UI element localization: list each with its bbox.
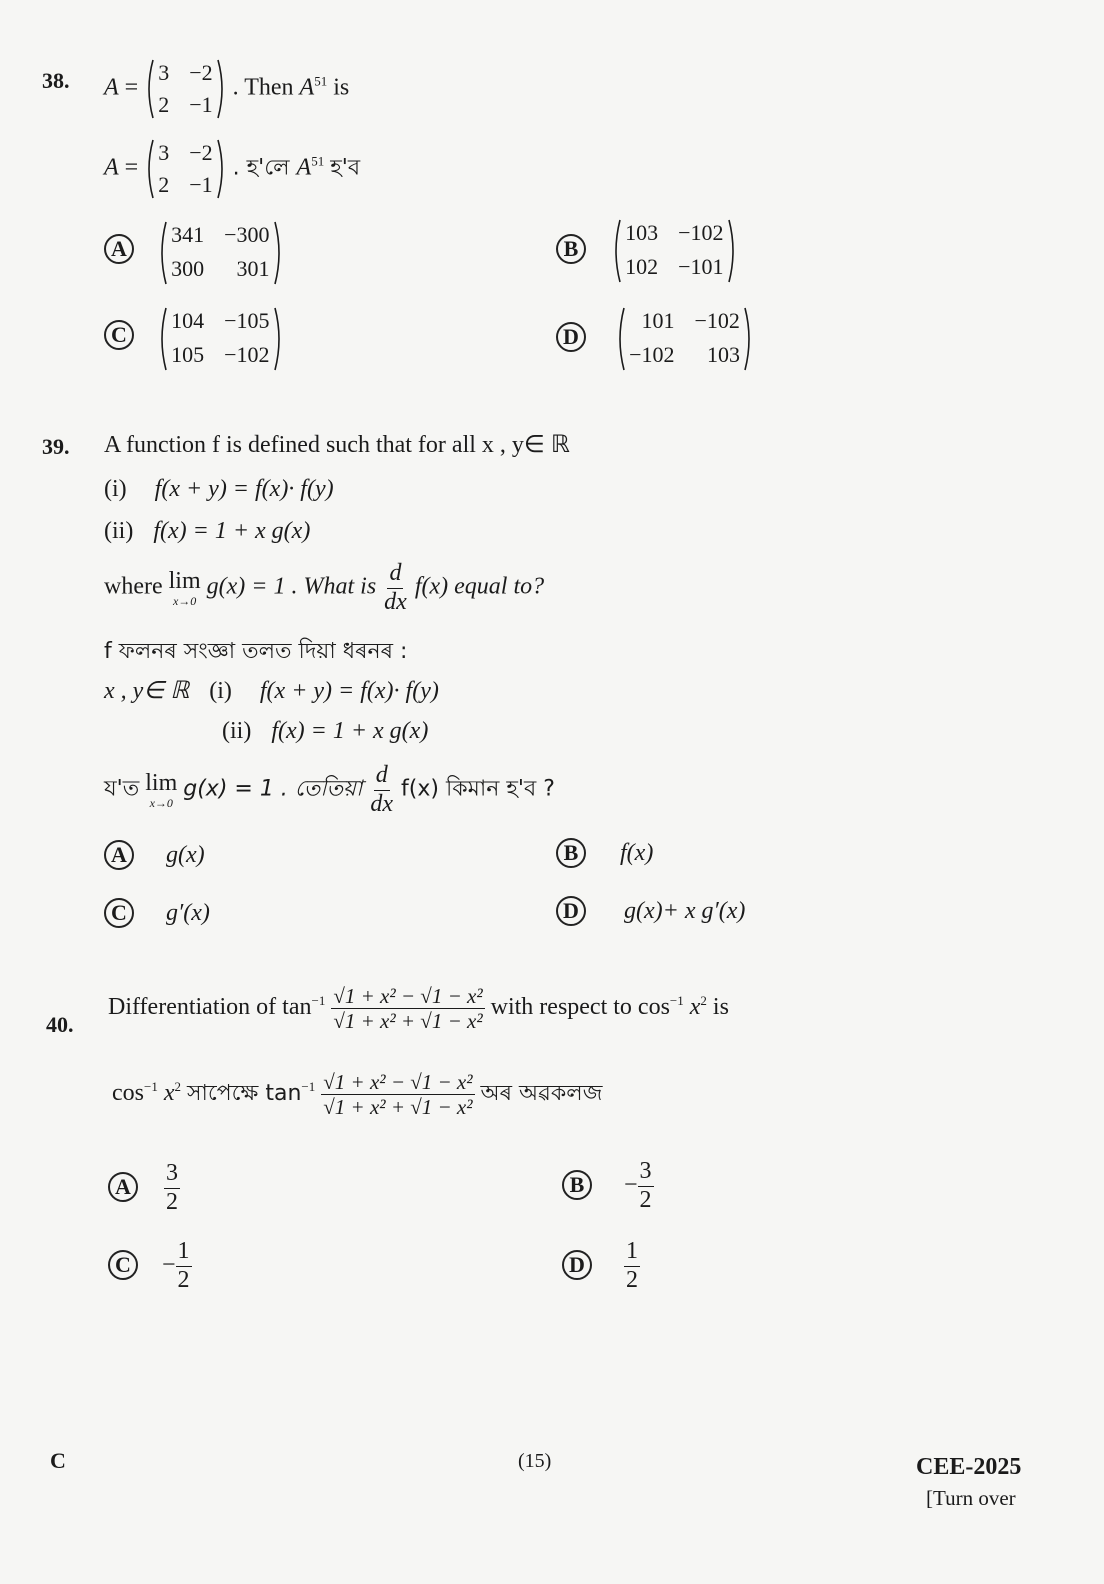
question-number-39: 39. <box>42 434 70 459</box>
option-d-bubble[interactable]: D <box>562 1250 592 1280</box>
q38-as-hob: হ'ব <box>330 155 361 181</box>
cell: −1 <box>189 92 213 117</box>
q39-intro: A function f is defined such that for all x , y∈ ℝ <box>104 432 570 458</box>
matrix-A-repeat <box>144 138 226 200</box>
option-b-bubble[interactable]: B <box>556 234 586 264</box>
q38-option-a[interactable]: A 341 −300 300 301 <box>104 220 284 286</box>
matrix-A <box>144 58 226 120</box>
question-number-38: 38. <box>42 68 70 93</box>
q39-intro-as: f ফলনৰ সংজ্ঞা তলত দিয়া ধৰনৰ : <box>104 639 408 664</box>
cell: 3 <box>158 60 170 85</box>
footer-turn-over: [Turn over <box>926 1486 1016 1510</box>
q38-en-is: is <box>333 74 350 101</box>
q40-option-b[interactable]: B − $\frac{3}{2}$ <box>562 1158 654 1214</box>
q40-option-d[interactable]: D $\frac{1}{2}$ <box>562 1238 640 1294</box>
option-d-bubble[interactable]: D <box>556 896 586 926</box>
cell: 2 <box>158 92 170 117</box>
q38-option-d[interactable]: D 101 −102 −102 103 <box>556 306 754 372</box>
cell: −1 <box>189 172 213 197</box>
q38-option-c[interactable]: C 104 −105 105 −102 <box>104 306 284 372</box>
q39-as-cond-i: x , y∈ ℝ (i) f(x + y) = f(x)· f(y) <box>104 678 439 704</box>
q38-english-line: A = 3 −2 2 −1 . Then $A^{51}$ is <box>104 58 349 120</box>
footer-exam-code: CEE-2025 <box>916 1454 1022 1480</box>
q40-option-c[interactable]: C − $\frac{1}{2}$ <box>108 1238 192 1294</box>
option-c-bubble[interactable]: C <box>104 898 134 928</box>
cell: −2 <box>189 140 213 165</box>
q39-option-c[interactable]: C g′(x) <box>104 898 210 928</box>
q39-option-d[interactable]: D g(x)+ x g′(x) <box>556 896 745 926</box>
q40-question-en: Differentiation of $\tan^{-1}$ $\frac{\text{√1 + x² − √1 − x²}}{\text{√1 + x² + √1 − x²}}$ with respect to $\cos^{-1} x^2$ is <box>108 984 729 1034</box>
option-c-bubble[interactable]: C <box>108 1250 138 1280</box>
cell: 2 <box>158 172 170 197</box>
power-51: 51 <box>314 73 328 89</box>
q39-as-cond-ii: (ii) f(x) = 1 + x g(x) <box>222 718 429 744</box>
q40-option-a[interactable]: A $\frac{3}{2}$ <box>108 1160 180 1216</box>
option-d-bubble[interactable]: D <box>556 322 586 352</box>
q40-question-as: $\cos^{-1} x^2$ সাপেক্ষে $\tan^{-1}$ $\frac{\text{√1 + x² − √1 − x²}}{\text{√1 + x² + √1 − x²}}$ অৰ অৱকলজ <box>112 1070 603 1120</box>
footer-booklet-series: C <box>50 1448 66 1473</box>
option-a-bubble[interactable]: A <box>104 234 134 264</box>
question-number-40: 40. <box>46 1012 74 1037</box>
q39-option-b[interactable]: B f(x) <box>556 838 653 868</box>
option-a-bubble[interactable]: A <box>104 840 134 870</box>
option-a-bubble[interactable]: A <box>108 1172 138 1202</box>
q39-cond-ii: (ii) f(x) = 1 + x g(x) <box>104 518 311 544</box>
option-b-bubble[interactable]: B <box>562 1170 592 1200</box>
matrix-A-cells <box>154 58 216 120</box>
cell: −2 <box>189 60 213 85</box>
q38-option-b[interactable]: B 103 −102 102 −101 <box>556 218 738 284</box>
option-c-bubble[interactable]: C <box>104 320 134 350</box>
cell: 3 <box>158 140 170 165</box>
q39-option-a[interactable]: A g(x) <box>104 840 205 870</box>
footer-page-number: (15) <box>518 1450 552 1472</box>
q39-cond-i: (i) f(x + y) = f(x)· f(y) <box>104 476 334 502</box>
q39-question-en: where lim x→0 g(x) = 1 . What is $\frac{d}{dx}$ f(x) equal to? <box>104 560 545 615</box>
q39-question-as: য'ত lim x→0 g(x) = 1 . তেতিয়া $\frac{d}{dx}$ f(x) কিমান হ'ব ? <box>104 762 555 817</box>
option-b-bubble[interactable]: B <box>556 838 586 868</box>
q38-assamese-line: A = 3 −2 2 −1 . হ'লে $A^{51}$ হ'ব <box>104 138 360 200</box>
